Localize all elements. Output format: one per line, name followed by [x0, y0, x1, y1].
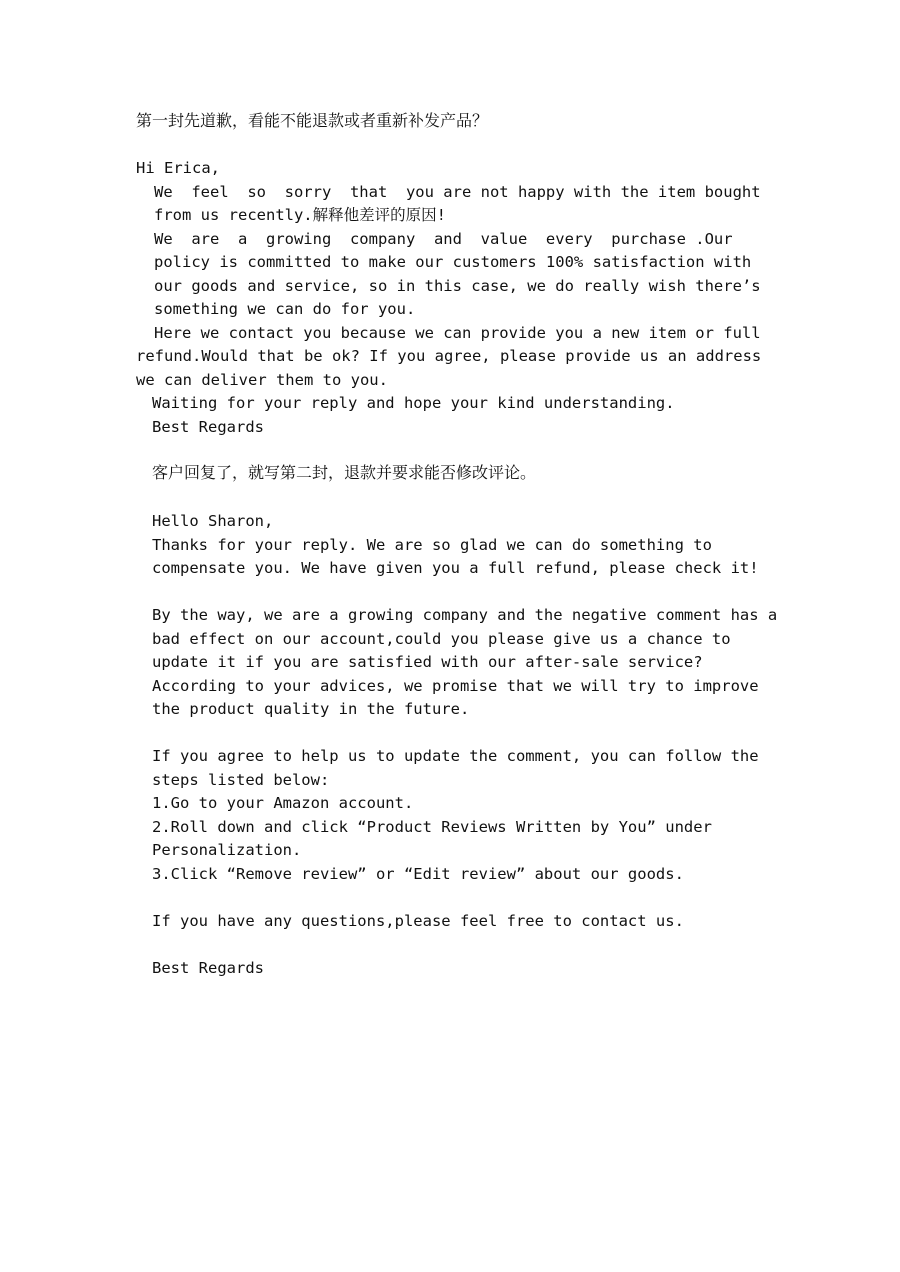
letter2-line: update it if you are satisfied with our after-sale service? [152, 653, 703, 671]
letter1-greeting: Hi Erica, [136, 159, 220, 177]
letter2-step: 2.Roll down and click “Product Reviews Written by You” under [152, 818, 712, 836]
letter1-line: Here we contact you because we can provide you a new item or full [154, 324, 761, 342]
letter2-step: 3.Click “Remove review” or “Edit review” about our goods. [152, 865, 684, 883]
letter2-line: Thanks for your reply. We are so glad we can do something to [152, 536, 712, 554]
letter1-heading: 第一封先道歉，看能不能退款或者重新补发产品？ [136, 111, 489, 130]
letter1-line: we can deliver them to you. [136, 371, 388, 389]
letter1-line: something we can do for you. [154, 300, 416, 318]
letter2-heading: 客户回复了，就写第二封，退款并要求能否修改评论。 [152, 463, 537, 482]
letter2-signoff: Best Regards [152, 959, 264, 977]
letter1-line: We are a growing company and value every purchase .Our [154, 230, 733, 248]
letter1-signoff: Best Regards [152, 418, 264, 436]
letter2-line: the product quality in the future. [152, 700, 470, 718]
letter1-line: from us recently.解释他差评的原因! [154, 206, 446, 224]
letter1-line: We feel so sorry that you are not happy with the item bought [154, 183, 761, 201]
letter2-greeting: Hello Sharon, [152, 512, 274, 530]
letter2-step: Personalization. [152, 841, 302, 859]
letter2-line: According to your advices, we promise that we will try to improve [152, 677, 759, 695]
letter2-line: If you agree to help us to update the comment, you can follow the [152, 747, 759, 765]
letter2-contact: If you have any questions,please feel free to contact us. [152, 912, 684, 930]
letter1-line: policy is committed to make our customers 100% satisfaction with [154, 253, 752, 271]
letter1-line: our goods and service, so in this case, we do really wish there’s [154, 277, 761, 295]
letter2-line: compensate you. We have given you a full refund, please check it! [152, 559, 759, 577]
letter1-line: Waiting for your reply and hope your kind understanding. [152, 394, 675, 412]
letter2-step: 1.Go to your Amazon account. [152, 794, 414, 812]
letter2-line: bad effect on our account,could you please give us a chance to [152, 630, 731, 648]
letter2-line: steps listed below: [152, 771, 330, 789]
letter1-line: refund.Would that be ok? If you agree, please provide us an address [136, 347, 762, 365]
letter2-line: By the way, we are a growing company and the negative comment has a [152, 606, 778, 624]
